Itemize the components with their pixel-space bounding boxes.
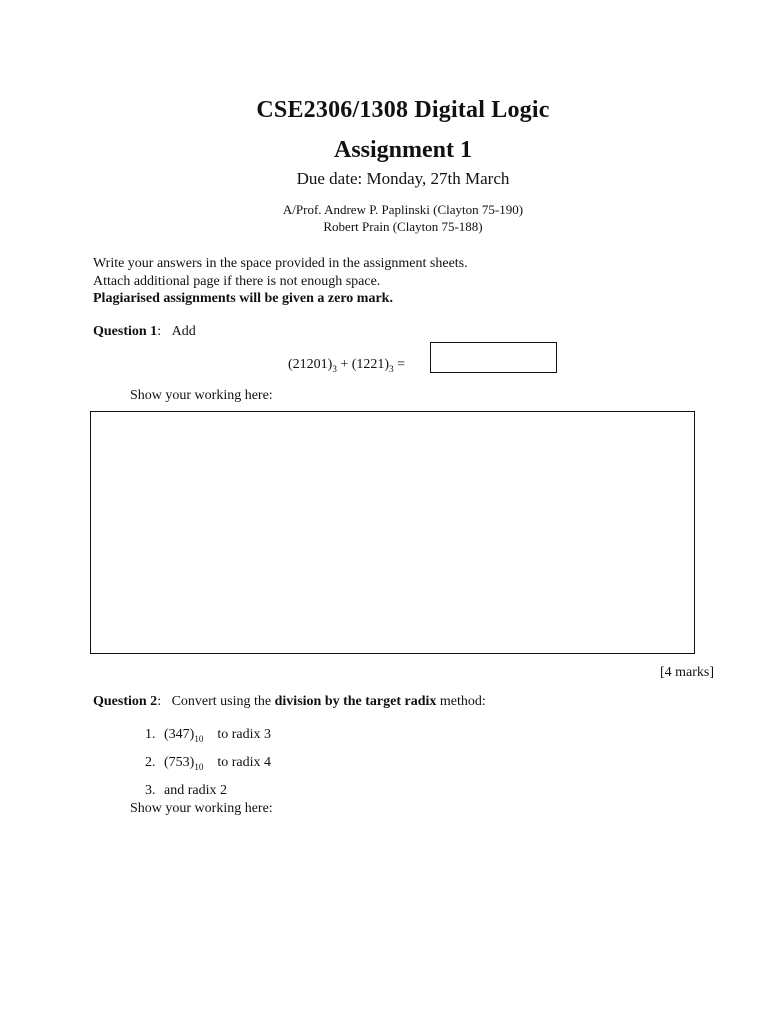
list-item: 1. $(347)_{10}$ to radix 3 [145, 727, 271, 744]
plagiarism-warning: Plagiarised assignments will be given a zero mark. [93, 291, 393, 306]
base-subscript: 3 [332, 363, 337, 374]
working-area-box[interactable] [90, 411, 695, 654]
answer-box[interactable] [430, 342, 557, 373]
list-item: 2. $(753)_{10}$ to radix 4 [145, 754, 271, 772]
list-item: 3. and radix 2 [145, 782, 227, 798]
addition-equation: $(21201)_3 + (1221)_3$ = [288, 357, 405, 374]
question-text: method: [439, 694, 486, 709]
author-line: A/Prof. Andrew P. Paplinski (Clayton 75-190) [282, 202, 524, 217]
due-date: Due date: Monday, 27th March [296, 169, 510, 188]
document-title: CSE2306/1308 Digital Logic [256, 97, 550, 123]
operand: 1221 [356, 357, 385, 372]
conversion-list [145, 723, 271, 803]
method-emphasis: division by the target radix [274, 694, 437, 709]
author-line: Robert Prain (Clayton 75-188) [323, 219, 483, 234]
show-working-label: Show your working here: [130, 801, 273, 816]
question-text: Convert using the [171, 694, 272, 709]
assignment-title: Assignment 1 [333, 137, 472, 163]
question-1-heading: Question 1: Add [93, 324, 196, 339]
base-subscript: 3 [389, 363, 394, 374]
marks-label: [4 marks] [659, 665, 714, 680]
question-label: Question 2 [93, 694, 158, 709]
show-working-label: Show your working here: [130, 388, 273, 403]
question-2-heading: Question 2: Convert using the division by the target radix method: [93, 694, 486, 709]
instruction-line: Write your answers in the space provided in the assignment sheets. [93, 256, 468, 271]
instructions [93, 255, 468, 308]
instruction-line: Attach additional page if there is not enough space. [93, 273, 381, 289]
question-label: Question 1 [93, 324, 158, 339]
operand: 21201 [292, 357, 328, 372]
question-text: Add [171, 324, 196, 339]
